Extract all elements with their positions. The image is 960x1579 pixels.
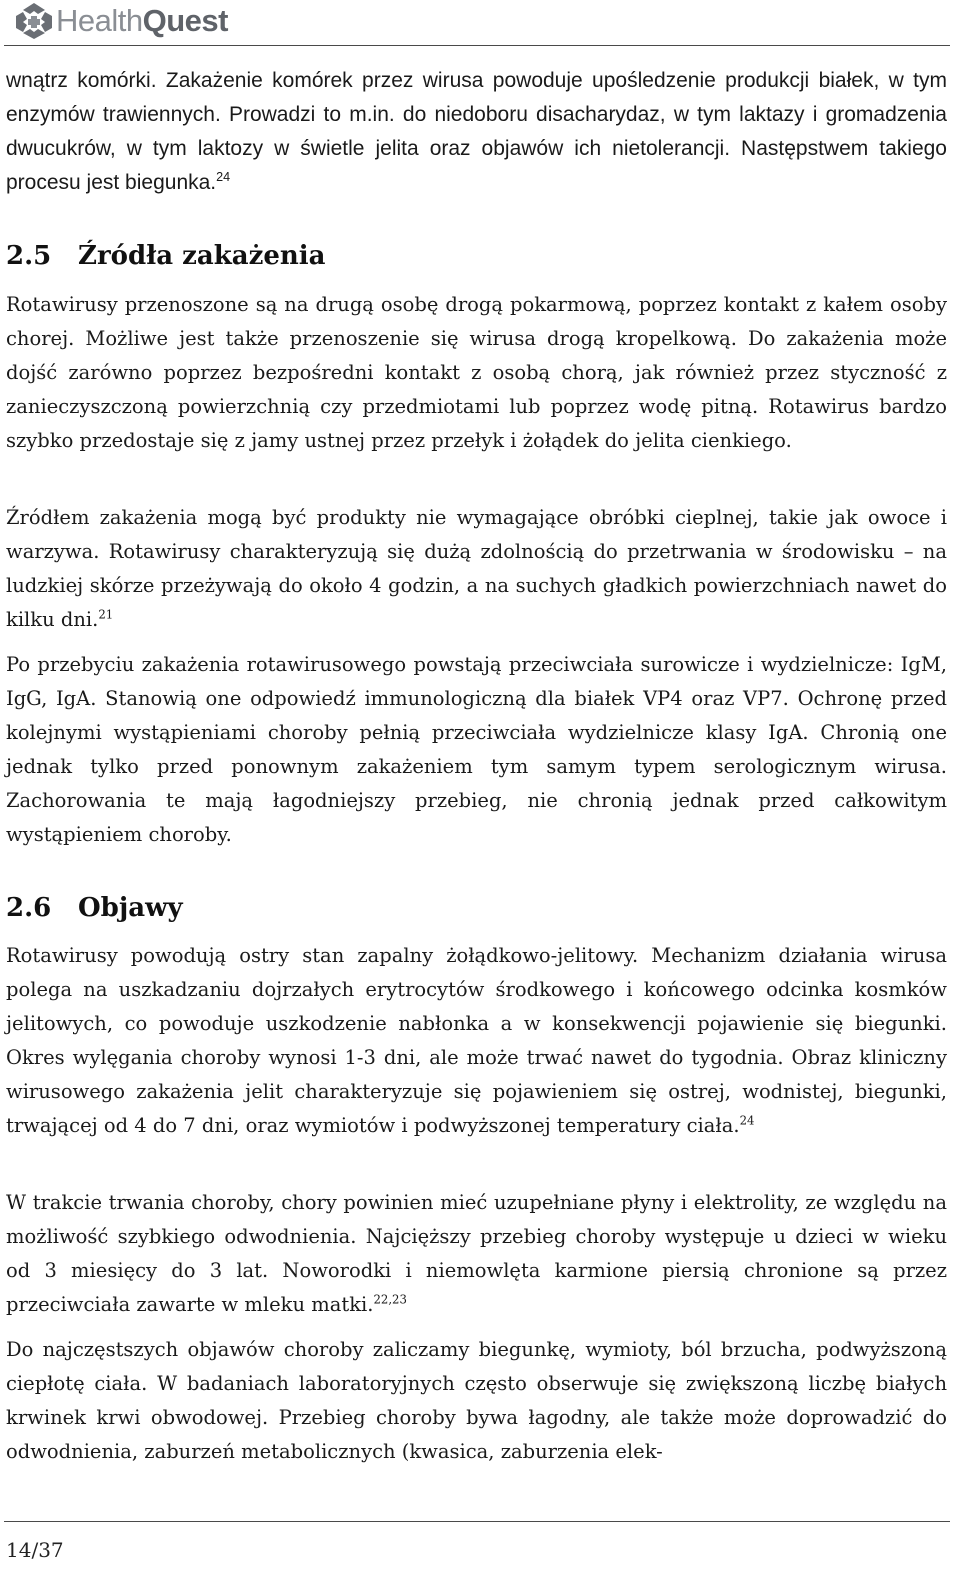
section-heading-2-6: [6, 888, 947, 928]
footer-divider: [4, 1521, 950, 1522]
footnote-ref: 22,23: [373, 1292, 407, 1307]
logo-word-quest: Quest: [142, 3, 228, 38]
intro-paragraph: [6, 64, 947, 200]
symptoms-paragraph-2: [6, 1186, 947, 1322]
paragraph-text: W trakcie trwania choroby, chory powinien mieć uzupełniane płyny i elektrolity, ze względu na możliwość szybkiego odwodnienia. Najcięższy przebieg choroby występuje u dzieci w wieku od 3 miesięcy do 3 lat. Noworodki i niemowlęta karmione piersią chronione są przez przeciwciała zawarte w mleku matki.: [6, 1191, 947, 1316]
section-number: 2.5: [6, 241, 52, 271]
logo-wordmark: [56, 2, 228, 40]
footnote-ref: 24: [216, 170, 231, 184]
section-number: 2.6: [6, 893, 52, 923]
healthquest-logo[interactable]: [14, 2, 228, 40]
page-header: [0, 0, 960, 46]
paragraph-text: Rotawirusy powodują ostry stan zapalny żołądkowo-jelitowy. Mechanizm działania wirusa polega na uszkadzaniu dojrzałych erytrocytów środkowego i końcowego odcinka kosmków jelitowych, co powoduje uszkodzenie nabłonka a w konsekwencji pojawienie się biegunki. Okres wylęgania choroby wynosi 1-3 dni, ale może trwać nawet do tygodnia. Obraz kliniczny wirusowego zakażenia jelit charakteryzuje się pojawieniem się ostrej, wodnistej, biegunki, trwającej od 4 do 7 dni, oraz wymiotów i podwyższonej temperatury ciała.: [6, 944, 947, 1137]
paragraph-text: Po przebyciu zakażenia rotawirusowego powstają przeciwciała surowicze i wydzielnicze: IgM, IgG, IgA. Stanowią one odpowiedź immunologiczną dla białek VP4 oraz VP7. Ochronę przed kolejnymi wystąpieniami choroby pełnią przeciwciała wydzielnicze klasy IgA. Chronią one jednak tylko przed ponownym zakażeniem tym samym typem serologicznym wirusa. Zachorowania te mają łagodniejszy przebieg, nie chronią jednak przed całkowitym wystąpieniem choroby.: [6, 653, 947, 846]
section-title: Objawy: [78, 893, 183, 923]
paragraph-text: Źródłem zakażenia mogą być produkty nie wymagające obróbki cieplnej, takie jak owoce i warzywa. Rotawirusy charakteryzują się dużą zdolnością do przetrwania w środowisku – na ludzkiej skórze przeżywają do około 4 godzin, a na suchych gładkich powierzchniach nawet do kilku dni.: [6, 506, 947, 631]
paragraph-text: Rotawirusy przenoszone są na drugą osobę drogą pokarmową, poprzez kontakt z kałem osoby chorej. Możliwe jest także przenoszenie się wirusa drogą kropelkową. Do zakażenia może dojść zarówno poprzez bezpośredni kontakt z osobą chorą, jak również przez styczność z zanieczyszczoną powierzchnią czy przedmiotami lub poprzez wodę pitną. Rotawirus bardzo szybko przedostaje się z jamy ustnej przez przełyk i żołądek do jelita cienkiego.: [6, 293, 947, 452]
sources-paragraph-1: [6, 288, 947, 458]
header-divider: [4, 45, 950, 46]
paragraph-text: Do najczęstszych objawów choroby zaliczamy biegunkę, wymioty, ból brzucha, podwyższoną ciepłotę ciała. W badaniach laboratoryjnych często obserwuje się zwiększoną liczbę białych krwinek krwi obwodowej. Przebieg choroby bywa łagodny, ale także może doprowadzić do odwodnienia, zaburzeń metabolicznych (kwasica, zaburzenia elek-: [6, 1338, 947, 1463]
symptoms-paragraph-3: [6, 1333, 947, 1469]
section-title: Źródła zakażenia: [78, 241, 326, 271]
page-number: 14/37: [6, 1538, 64, 1562]
footnote-ref: 21: [98, 607, 114, 622]
intro-text: wnątrz komórki. Zakażenie komórek przez wirusa powoduje upośledzenie produkcji białek, w tym enzymów trawiennych. Prowadzi to m.in. do niedoboru disacharydaz, w tym laktazy i gromadzenia dwucukrów, w tym laktozy w świetle jelita oraz objawów ich nietolerancji. Następstwem takiego procesu jest biegunka.: [6, 69, 947, 194]
footnote-ref: 24: [739, 1113, 755, 1128]
sources-paragraph-3: [6, 648, 947, 852]
sources-paragraph-2: [6, 501, 947, 637]
cross-shield-icon: [14, 2, 54, 40]
logo-word-health: Health: [56, 3, 143, 38]
section-heading-2-5: [6, 236, 947, 276]
symptoms-paragraph-1: [6, 939, 947, 1143]
